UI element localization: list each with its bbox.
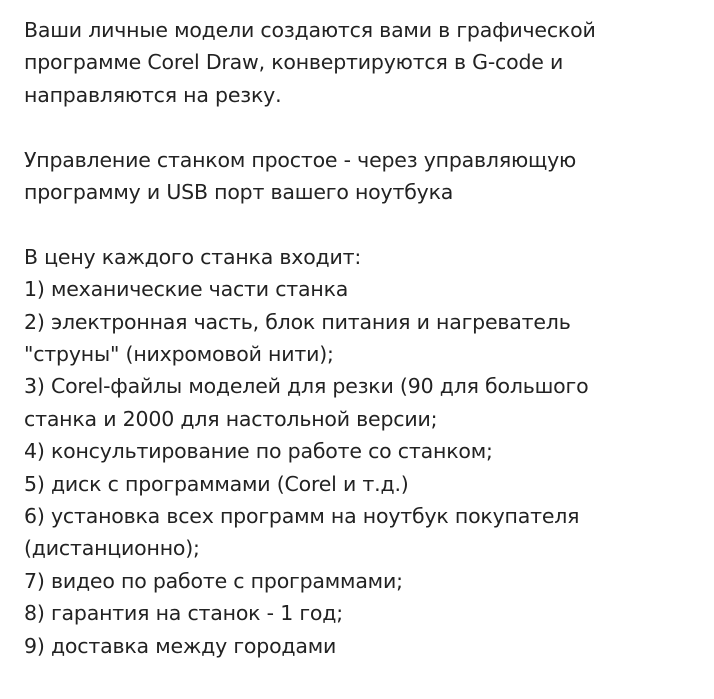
list-item: 9) доставка между городами [24, 633, 337, 658]
list-item: 4) консультирование по работе со станком; [24, 439, 493, 464]
list-item: 3) Corel-файлы моделей для резки (90 для большого [24, 374, 589, 399]
price-heading: В цену каждого станка входит: [24, 244, 362, 269]
intro-line: Ваши личные модели создаются вами в графической [24, 18, 596, 42]
paragraph-spacer [24, 208, 704, 240]
intro-line: программе Corel Draw, конвертируются в G-code и [24, 50, 564, 75]
intro-line: направляются на резку. [24, 82, 282, 107]
list-item: станка и 2000 для настольной версии; [24, 406, 438, 431]
list-item: (дистанционно); [24, 536, 200, 561]
list-item: 6) установка всех программ на ноутбук покупателя [24, 504, 580, 529]
list-item: "струны" (нихромовой нити); [24, 342, 334, 367]
list-item: 2) электронная часть, блок питания и нагреватель [24, 309, 571, 334]
list-item: 5) диск с программами (Corel и т.д.) [24, 471, 409, 496]
control-paragraph [24, 144, 704, 209]
control-line: Управление станком простое - через управляющую [24, 147, 577, 172]
price-list [24, 241, 704, 662]
paragraph-spacer [24, 111, 704, 143]
document-text [24, 14, 704, 662]
control-line: программу и USB порт вашего ноутбука [24, 180, 454, 205]
list-item: 8) гарантия на станок - 1 год; [24, 601, 343, 626]
intro-paragraph [24, 14, 704, 111]
list-item: 7) видео по работе с программами; [24, 568, 403, 593]
list-item: 1) механические части станка [24, 277, 349, 302]
